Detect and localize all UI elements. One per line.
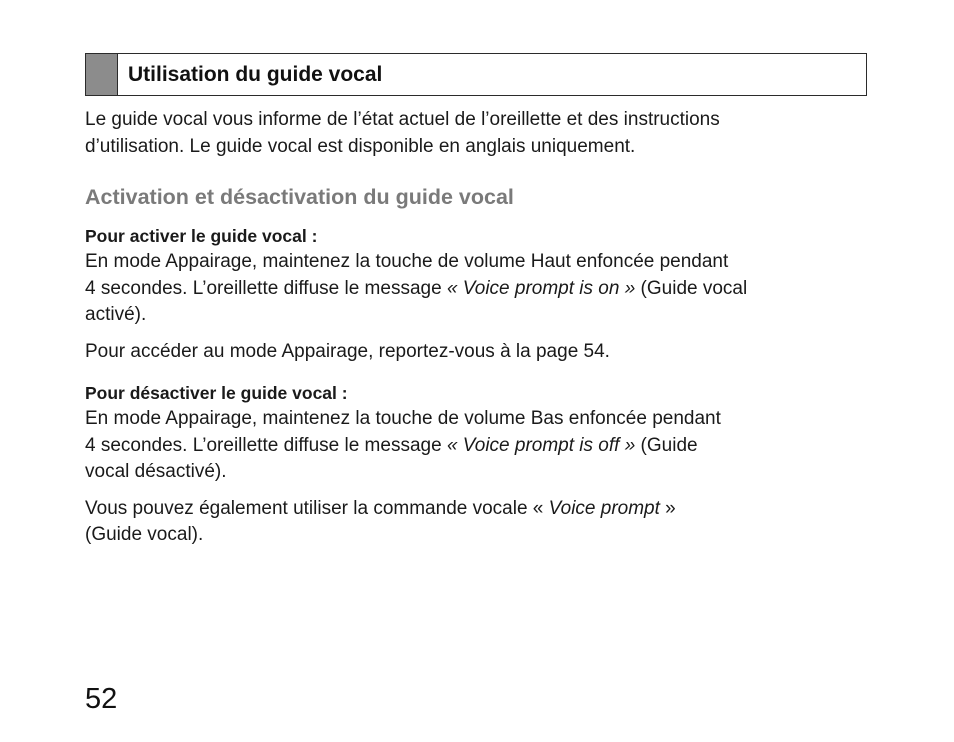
deactivate-paragraph bbox=[85, 406, 875, 486]
voice-command-line-2: (Guide vocal). bbox=[85, 524, 204, 545]
activate-title: Pour activer le guide vocal : bbox=[85, 226, 318, 246]
activate-line-1: En mode Appairage, maintenez la touche de volume Haut enfoncée pendant bbox=[85, 251, 729, 272]
voice-command-paragraph bbox=[85, 496, 875, 549]
subheading: Activation et désactivation du guide vocal bbox=[85, 185, 514, 209]
voice-command-line-1-post: » bbox=[659, 497, 676, 519]
activate-line-3: activé). bbox=[85, 304, 147, 325]
deactivate-title: Pour désactiver le guide vocal : bbox=[85, 383, 348, 403]
section-header bbox=[85, 53, 867, 96]
intro-line-2: d’utilisation. Le guide vocal est disponible en anglais uniquement. bbox=[85, 135, 636, 157]
voice-command-phrase: Voice prompt bbox=[548, 497, 660, 519]
activate-paragraph bbox=[85, 249, 875, 329]
page-number: 52 bbox=[85, 683, 118, 715]
voice-command-line-1-pre: Vous pouvez également utiliser la commande vocale « bbox=[85, 497, 549, 519]
deactivate-line-1: En mode Appairage, maintenez la touche de volume Bas enfoncée pendant bbox=[85, 408, 721, 429]
intro-line-1: Le guide vocal vous informe de l’état actuel de l’oreillette et des instructions bbox=[85, 109, 720, 130]
section-title: Utilisation du guide vocal bbox=[128, 62, 383, 86]
deactivate-line-2-pre: 4 secondes. L’oreillette diffuse le message bbox=[85, 434, 447, 456]
page-content bbox=[85, 107, 875, 549]
activate-line-2-post: (Guide vocal bbox=[635, 277, 748, 299]
deactivate-line-3: vocal désactivé). bbox=[85, 461, 227, 482]
activate-message: « Voice prompt is on » bbox=[446, 277, 636, 299]
intro-paragraph bbox=[85, 107, 875, 160]
deactivate-line-2-post: (Guide bbox=[635, 434, 698, 456]
deactivate-message: « Voice prompt is off » bbox=[446, 434, 636, 456]
pairing-note: Pour accéder au mode Appairage, reportez-vous à la page 54. bbox=[85, 340, 610, 362]
section-marker bbox=[86, 54, 118, 95]
activate-line-2-pre: 4 secondes. L’oreillette diffuse le message bbox=[85, 277, 447, 299]
